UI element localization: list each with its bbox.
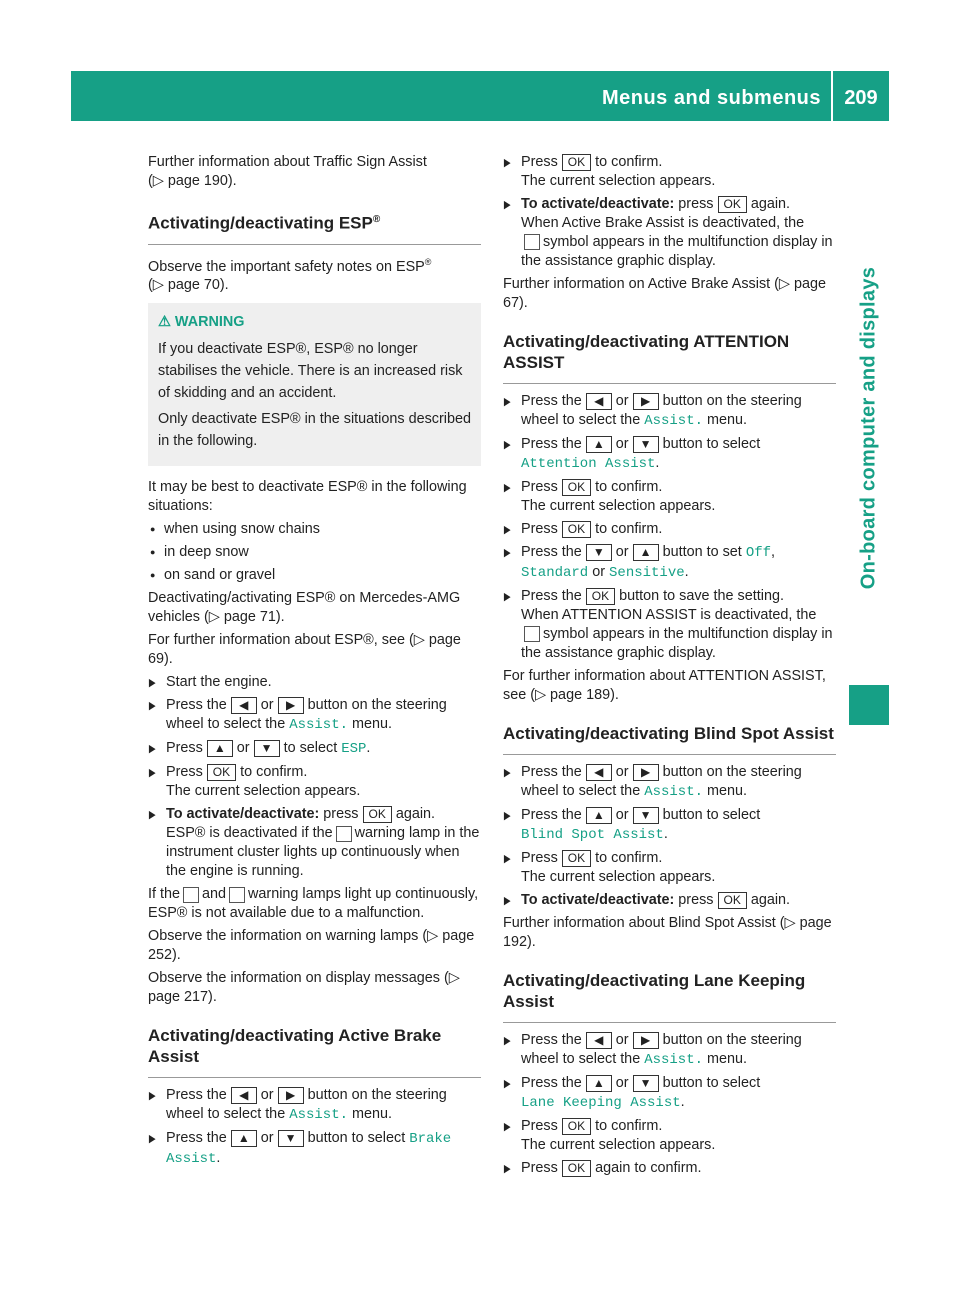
- warning-title: ⚠ WARNING: [158, 314, 245, 331]
- right-key-icon: ▶: [633, 1032, 659, 1049]
- paragraph: Observe the information on warning lamps (▷ page 252).: [148, 928, 475, 964]
- left-column: [148, 153, 481, 1173]
- attention-assist-off-icon: [524, 626, 540, 642]
- right-key-icon: ▶: [278, 1087, 304, 1104]
- step: ▶ Press the ▲ or ▼ button to select Brake Assist.: [148, 1129, 481, 1169]
- paragraph: Deactivating/activating ESP® on Mercedes-AMG vehicles (▷ page 71).: [148, 590, 461, 626]
- up-key-icon: ▲: [586, 807, 612, 824]
- warning-text: Only deactivate ESP® in the situations described in the following.: [158, 411, 471, 450]
- ok-key-icon: OK: [207, 764, 236, 781]
- warning-icon: ⚠: [158, 314, 175, 331]
- paragraph: Observe the information on display messages (▷ page 217).: [148, 970, 460, 1006]
- ok-key-icon: OK: [562, 479, 591, 496]
- intro: Further information about Traffic Sign Assist (▷ page 190).: [148, 154, 427, 189]
- paragraph: If the and warning lamps light up continuously, ESP® is not available due to a malfunction.: [148, 886, 479, 922]
- step: ▶ To activate/deactivate: press OK again.: [503, 891, 836, 910]
- step: ▶ Press the ◀ or ▶ button on the steering wheel to select the Assist. menu.: [148, 696, 481, 735]
- step: ▶ Press the ▲ or ▼ button to select Blind Spot Assist.: [503, 806, 836, 845]
- right-column: [503, 153, 836, 1182]
- ok-key-icon: OK: [718, 892, 747, 909]
- side-marker: [849, 685, 889, 725]
- down-key-icon: ▼: [633, 1075, 659, 1092]
- step: ▶ Press the ◀ or ▶ button on the steering wheel to select the Assist. menu.: [148, 1086, 481, 1125]
- right-key-icon: ▶: [633, 393, 659, 410]
- ok-key-icon: OK: [562, 850, 591, 867]
- step: ▶ Press OK to confirm. The current selection appears.: [503, 478, 836, 516]
- step: ▶ To activate/deactivate: press OK again. ESP® is deactivated if the warning lamp in the instrument cluster lights up continuously when the engine is running.: [148, 805, 481, 881]
- step: ▶ Press the ◀ or ▶ button on the steering wheel to select the Assist. menu.: [503, 763, 836, 802]
- header-title: Menus and submenus: [601, 87, 821, 109]
- esp-observe: Observe the important safety notes on ESP® (▷ page 70).: [148, 256, 432, 294]
- step: ▶ Press OK again to confirm.: [503, 1159, 836, 1178]
- ok-key-icon: OK: [586, 588, 615, 605]
- esp-icon: [183, 887, 199, 903]
- up-key-icon: ▲: [633, 544, 659, 561]
- list-item: ● in deep snow: [148, 543, 481, 562]
- left-key-icon: ◀: [231, 1087, 257, 1104]
- ok-key-icon: OK: [718, 196, 747, 213]
- ok-key-icon: OK: [562, 1160, 591, 1177]
- paragraph: For further information about ATTENTION ASSIST, see (▷ page 189).: [503, 668, 826, 703]
- right-key-icon: ▶: [278, 697, 304, 714]
- list-item: ● on sand or gravel: [148, 566, 481, 585]
- warning-text: If you deactivate ESP®, ESP® no longer stabilises the vehicle. There is an increased risk of skidding and an accident.: [158, 341, 463, 402]
- left-key-icon: ◀: [586, 1032, 612, 1049]
- esp-off-icon: [336, 826, 352, 842]
- ok-key-icon: OK: [562, 1118, 591, 1135]
- ok-key-icon: OK: [363, 806, 392, 823]
- heading-attention-assist: Activating/deactivating ATTENTION ASSIST: [503, 331, 836, 384]
- left-key-icon: ◀: [586, 393, 612, 410]
- paragraph: It may be best to deactivate ESP® in the following situations:: [148, 479, 467, 515]
- step: ▶ Press the ◀ or ▶ button on the steering wheel to select the Assist. menu.: [503, 1031, 836, 1070]
- heading-active-brake: Activating/deactivating Active Brake Assist: [148, 1025, 481, 1078]
- heading-blind-spot: Activating/deactivating Blind Spot Assist: [503, 723, 836, 755]
- step: ▶ Press OK to confirm.: [503, 520, 836, 539]
- up-key-icon: ▲: [586, 1075, 612, 1092]
- warning-box: [148, 303, 481, 466]
- right-key-icon: ▶: [633, 764, 659, 781]
- step: ▶ Press the OK button to save the setting. When ATTENTION ASSIST is deactivated, the symbol appears in the multifunction display in the assistance graphic display.: [503, 587, 836, 663]
- step: ▶ To activate/deactivate: press OK again. When Active Brake Assist is deactivated, the symbol appears in the multifunction display in the assistance graphic display.: [503, 195, 836, 271]
- up-key-icon: ▲: [207, 740, 233, 757]
- heading-lane-keeping: Activating/deactivating Lane Keeping Assist: [503, 970, 836, 1023]
- down-key-icon: ▼: [254, 740, 280, 757]
- side-tab: [849, 185, 889, 670]
- list-item: ● when using snow chains: [148, 520, 481, 539]
- heading-esp: Activating/deactivating ESP®: [148, 209, 481, 245]
- step: ▶ Press OK to confirm. The current selection appears.: [148, 763, 481, 801]
- step: ▶ Press the ◀ or ▶ button on the steering wheel to select the Assist. menu.: [503, 392, 836, 431]
- ok-key-icon: OK: [562, 521, 591, 538]
- side-tab-label: On-board computer and displays: [857, 266, 880, 589]
- esp-off-icon: [229, 887, 245, 903]
- step: ▶ Press the ▲ or ▼ button to select Lane Keeping Assist.: [503, 1074, 836, 1113]
- paragraph: For further information about ESP®, see (▷ page 69).: [148, 632, 461, 668]
- page-header: [71, 71, 889, 121]
- step: ▶ Press OK to confirm. The current selection appears.: [503, 849, 836, 887]
- down-key-icon: ▼: [278, 1130, 304, 1147]
- left-key-icon: ◀: [586, 764, 612, 781]
- step: ▶ Press the ▼ or ▲ button to set Off, Standard or Sensitive.: [503, 543, 836, 583]
- down-key-icon: ▼: [633, 807, 659, 824]
- paragraph: Further information about Blind Spot Assist (▷ page 192).: [503, 915, 832, 950]
- up-key-icon: ▲: [586, 436, 612, 453]
- step: ▶ Press ▲ or ▼ to select ESP.: [148, 739, 481, 759]
- step: ▶ Press OK to confirm. The current selection appears.: [503, 153, 836, 191]
- page-number: 209: [844, 87, 878, 109]
- left-key-icon: ◀: [231, 697, 257, 714]
- up-key-icon: ▲: [231, 1130, 257, 1147]
- ok-key-icon: OK: [562, 154, 591, 171]
- step: ▶ Press OK to confirm. The current selection appears.: [503, 1117, 836, 1155]
- step: ▶ Press the ▲ or ▼ button to select Attention Assist.: [503, 435, 836, 474]
- brake-assist-off-icon: [524, 234, 540, 250]
- step: ▶ Start the engine.: [148, 673, 481, 692]
- paragraph: Further information on Active Brake Assist (▷ page 67).: [503, 276, 827, 311]
- down-key-icon: ▼: [586, 544, 612, 561]
- down-key-icon: ▼: [633, 436, 659, 453]
